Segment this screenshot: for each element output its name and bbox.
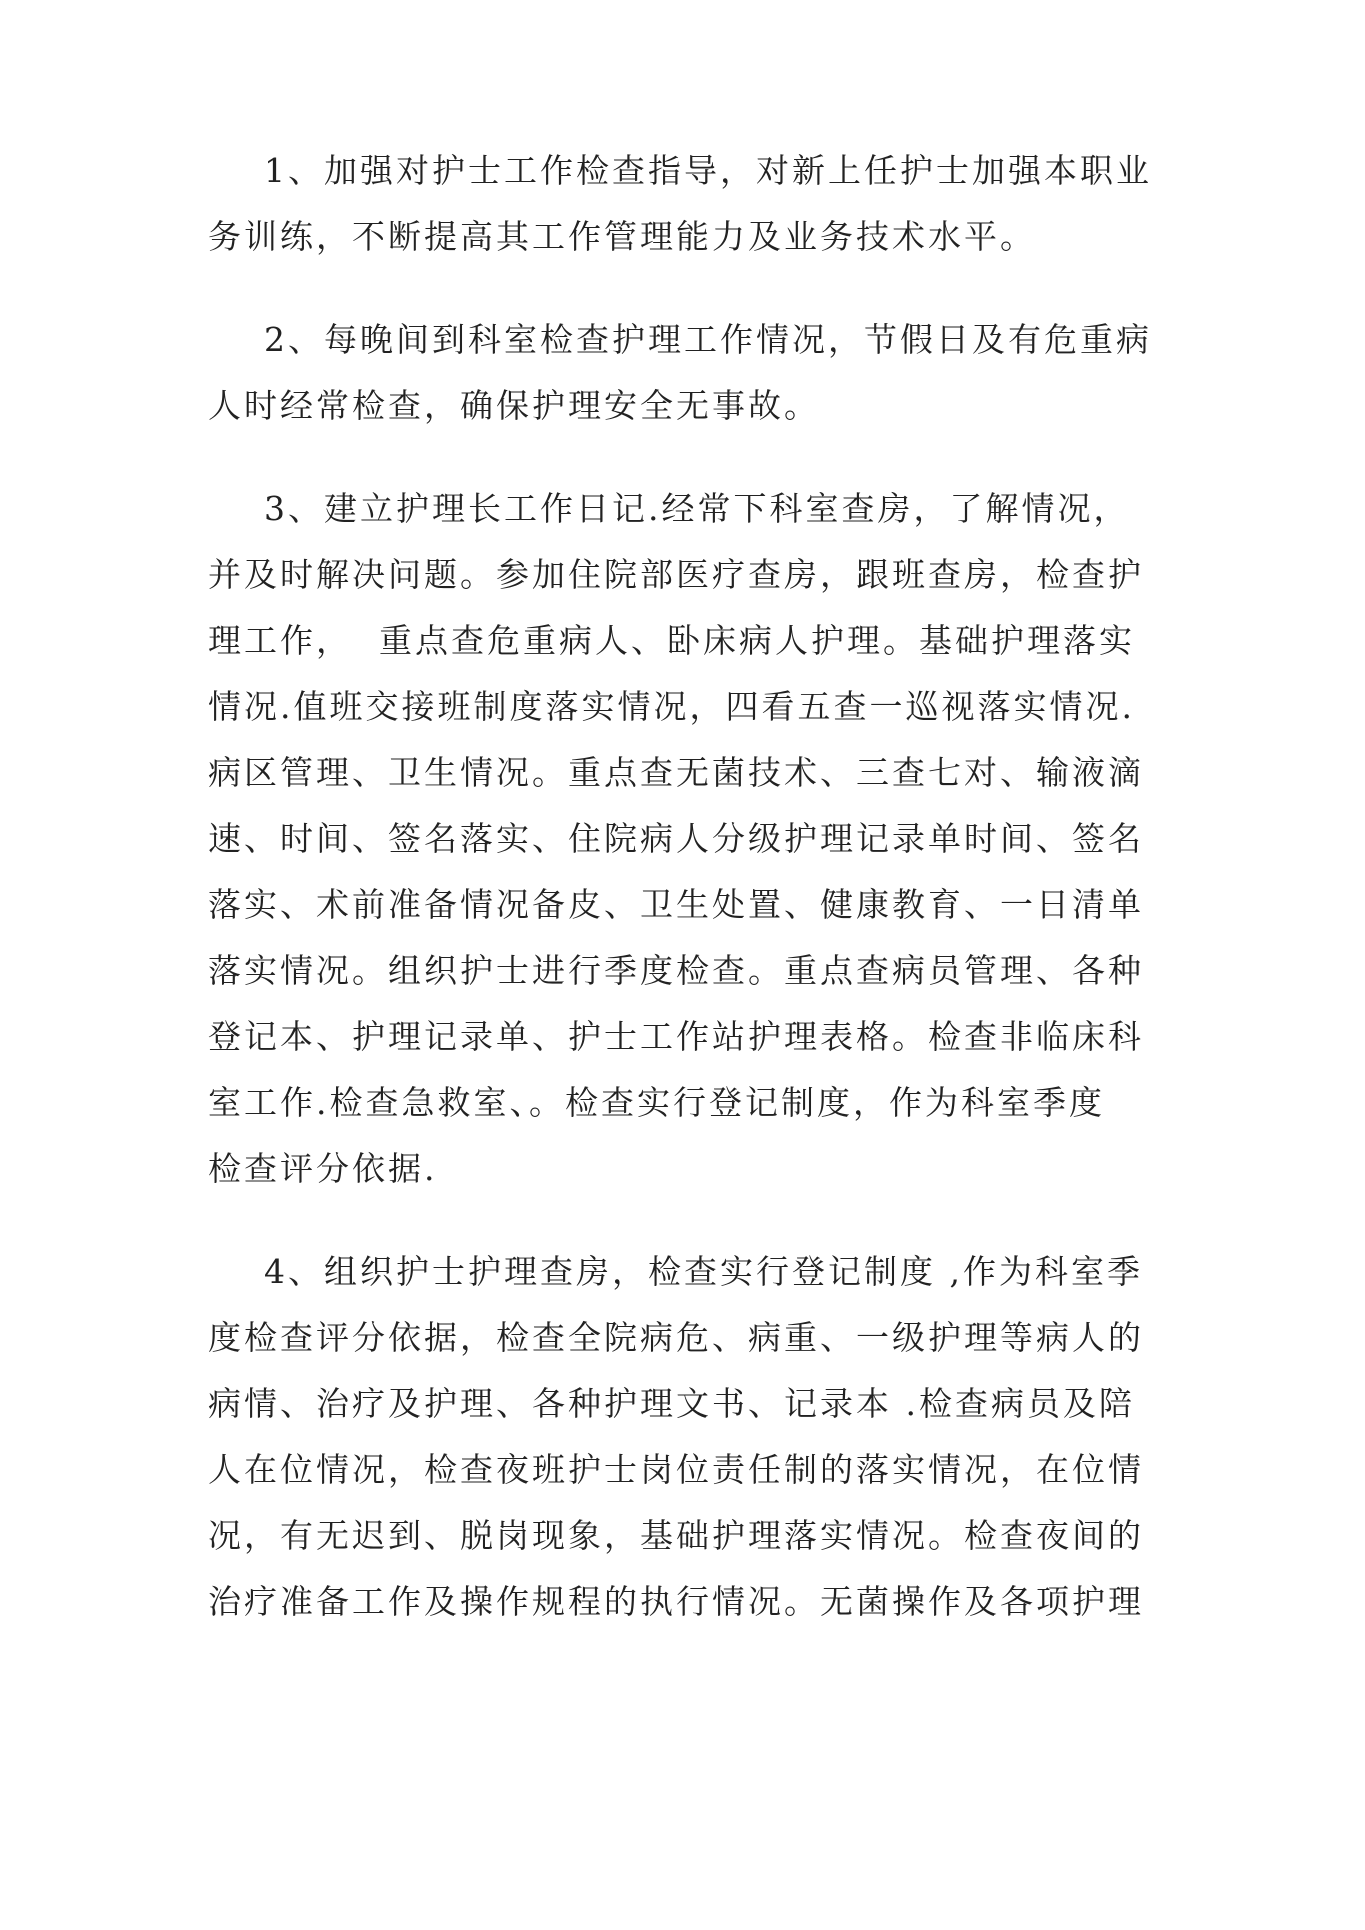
text-line: 度检查评分依据，检查全院病危、病重、一级护理等病人的 (208, 1318, 1144, 1357)
text-line: 3、建立护理长工作日记.经常下科室查房，了解情况， (264, 489, 1130, 528)
paragraph-1 (208, 138, 1166, 270)
paragraph-3 (208, 476, 1166, 1202)
text-line: 落实、术前准备情况备皮、卫生处置、健康教育、一日清单 (208, 885, 1144, 924)
text-line: 人在位情况，检查夜班护士岗位责任制的落实情况，在位情 (208, 1450, 1144, 1489)
text-line: 务训练，不断提高其工作管理能力及业务技术水平。 (208, 217, 1036, 256)
document-body (208, 138, 1166, 1672)
text-line: 并及时解决问题。参加住院部医疗查房，跟班查房，检查护 (208, 555, 1144, 594)
text-line: 登记本、护理记录单、护士工作站护理表格。检查非临床科 (208, 1017, 1144, 1056)
text-line: 理工作， 重点查危重病人、卧床病人护理。基础护理落实 (208, 621, 1135, 660)
text-line: 2、每晚间到科室检查护理工作情况，节假日及有危重病 (264, 320, 1152, 359)
text-line: 人时经常检查，确保护理安全无事故。 (208, 386, 820, 425)
text-line: 治疗准备工作及操作规程的执行情况。无菌操作及各项护理 (208, 1582, 1144, 1621)
paragraph-2 (208, 307, 1166, 439)
text-line: 情况.值班交接班制度落实情况，四看五查一巡视落实情况. (208, 687, 1135, 726)
text-line: 病区管理、卫生情况。重点查无菌技术、三查七对、输液滴 (208, 753, 1144, 792)
text-line: 4、组织护士护理查房，检查实行登记制度 ,作为科室季 (264, 1252, 1143, 1291)
text-line: 室工作.检查急救室、。检查实行登记制度，作为科室季度 (208, 1083, 1105, 1122)
text-line: 1、加强对护士工作检查指导，对新上任护士加强本职业 (264, 151, 1152, 190)
text-line: 落实情况。组织护士进行季度检查。重点查病员管理、各种 (208, 951, 1144, 990)
text-line: 速、时间、签名落实、住院病人分级护理记录单时间、签名 (208, 819, 1144, 858)
text-line: 检查评分依据. (208, 1149, 438, 1188)
paragraph-4 (208, 1239, 1166, 1635)
text-line: 况，有无迟到、脱岗现象，基础护理落实情况。检查夜间的 (208, 1516, 1144, 1555)
text-line: 病情、治疗及护理、各种护理文书、记录本 .检查病员及陪 (208, 1384, 1135, 1423)
